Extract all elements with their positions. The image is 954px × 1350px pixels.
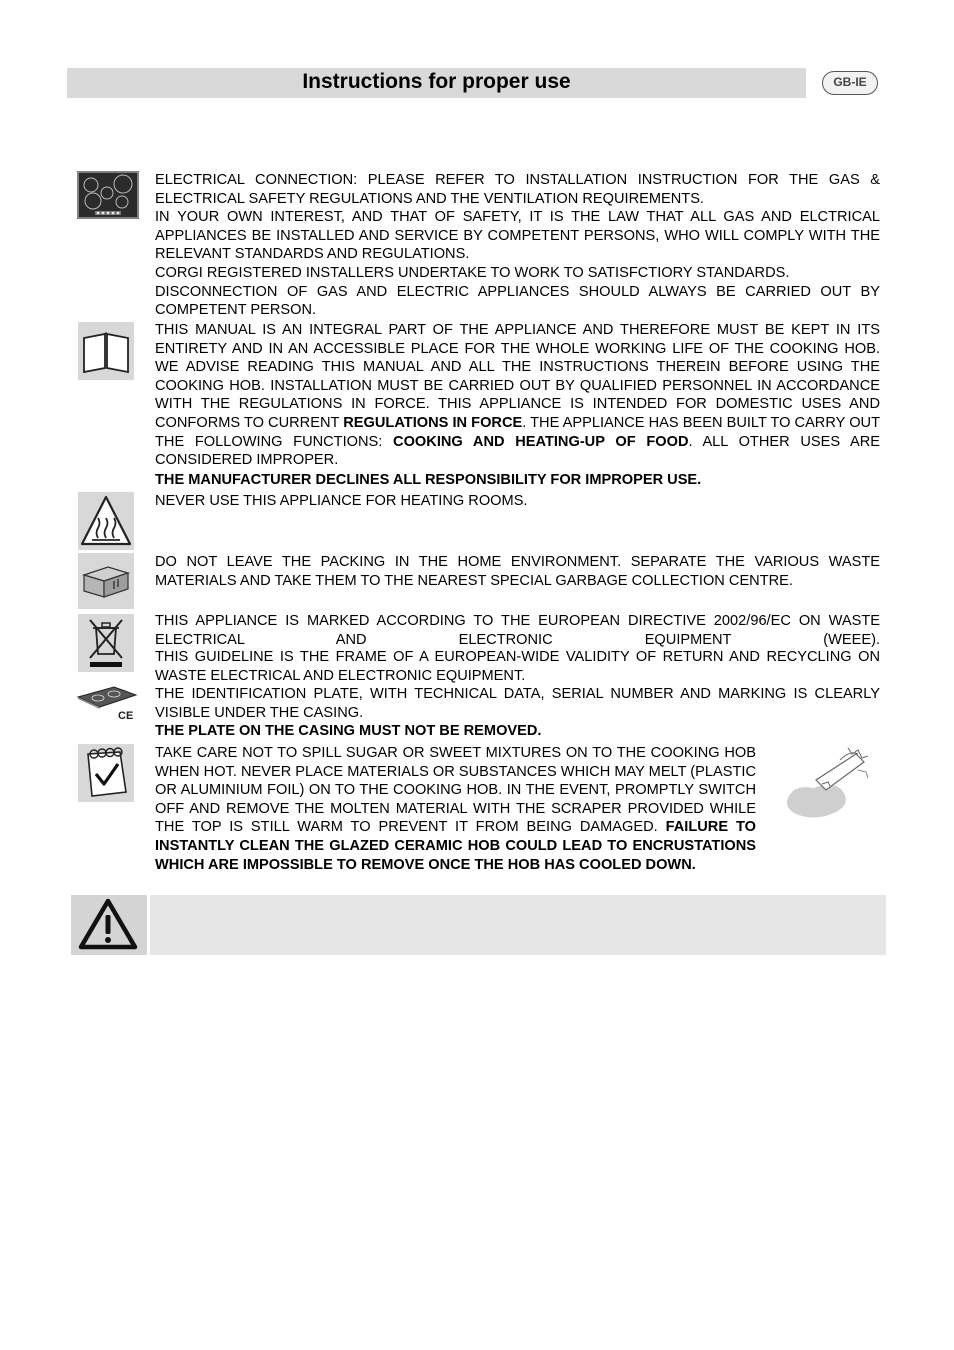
book-icon [78, 322, 134, 380]
bold-text: THE PLATE ON THE CASING MUST NOT BE REMOVED. [155, 723, 542, 740]
sugar-warning-section [155, 744, 756, 874]
manual-section [155, 321, 880, 489]
hob-icon [77, 171, 139, 219]
hot-surface-icon [78, 492, 134, 550]
paragraph: CORGI REGISTERED INSTALLERS UNDERTAKE TO WORK TO SATISFCTIORY STANDARDS. [155, 264, 790, 281]
paragraph: ELECTRICAL CONNECTION: PLEASE REFER TO INSTALLATION INSTRUCTION FOR THE GAS & ELECTRICAL SAFETY REGULATIONS AND THE VENTILATION REQUIREMENTS. [155, 172, 880, 207]
paragraph: THIS GUIDELINE IS THE FRAME OF A EUROPEAN-WIDE VALIDITY OF RETURN AND RECYCLING ON WASTE ELECTRICAL AND ELECTRONIC EQUIPMENT. [155, 649, 880, 684]
paragraph: DISCONNECTION OF GAS AND ELECTRIC APPLIANCES SHOULD ALWAYS BE CARRIED OUT BY COMPETENT PERSON. [155, 283, 880, 319]
divider [147, 895, 150, 955]
checklist-icon [78, 744, 134, 802]
bold-text: FAILURE TO INSTANTLY CLEAN THE GLAZED CERAMIC HOB COULD LEAD TO ENCRUSTATIONS WHICH ARE IMPOSSIBLE TO REMOVE ONCE THE HOB HAS COOLED DOWN. [155, 819, 756, 873]
page-title: Instructions for proper use [302, 70, 571, 93]
crossed-bin-icon [78, 614, 134, 672]
weee-section [155, 612, 880, 685]
identification-plate-section [155, 685, 880, 741]
warning-icon-cell [71, 895, 147, 955]
paragraph [155, 722, 880, 741]
heating-section [155, 492, 880, 511]
scraper-icon [778, 740, 874, 826]
text-run: THIS MANUAL IS AN INTEGRAL PART OF THE APPLIANCE AND THEREFORE MUST BE KEPT IN ITS ENTIRETY AND IN AN ACCESSIBLE PLACE FOR THE WHOLE WORKING LIFE OF THE COOKING HOB. WE ADVISE READING THIS MANUAL AND ALL THE INSTRUCTIONS THEREIN BEFORE USING THE COOKING HOB. INSTALLATION MUST BE CARRIED OUT BY QUALIFIED PERSONNEL IN ACCORDANCE WITH THE REGULATIONS IN FORCE. THIS APPLIANCE IS INTENDED FOR DOMESTIC USES AND CONFORMS TO CURRENT [155, 322, 880, 431]
language-badge: GB-IE [822, 71, 878, 95]
paragraph [155, 744, 756, 874]
packing-section [155, 553, 880, 590]
paragraph [155, 321, 880, 470]
packing-box-icon [78, 553, 134, 609]
paragraph: THIS APPLIANCE IS MARKED ACCORDING TO THE EUROPEAN DIRECTIVE 2002/96/EC ON WASTE ELECTRICAL AND ELECTRONIC EQUIPMENT (WEEE). [155, 613, 880, 648]
warning-triangle-icon [71, 895, 147, 955]
paragraph: THE IDENTIFICATION PLATE, WITH TECHNICAL DATA, SERIAL NUMBER AND MARKING IS CLEARLY VISIBLE UNDER THE CASING. [155, 686, 880, 721]
paragraph: DO NOT LEAVE THE PACKING IN THE HOME ENVIRONMENT. SEPARATE THE VARIOUS WASTE MATERIALS AND TAKE THEM TO THE NEAREST SPECIAL GARBAGE COLLECTION CENTRE. [155, 554, 880, 589]
paragraph: NEVER USE THIS APPLIANCE FOR HEATING ROOMS. [155, 493, 528, 509]
text-run: . ALL OTHER USES ARE CONSIDERED IMPROPER. [155, 433, 880, 469]
text-run: TAKE CARE NOT TO SPILL SUGAR OR SWEET MIXTURES ON TO THE COOKING HOB WHEN HOT. NEVER PLACE MATERIALS OR SUBSTANCES WHICH MAY MELT (PLASTIC OR ALUMINIUM FOIL) ON TO THE COOKING HOB. IN THE EVENT, PROMPTLY SWITCH OFF AND REMOVE THE MOLTEN MATERIAL WITH THE SCRAPER PROVIDED WHILE THE TOP IS STILL WARM TO PREVENT IT FROM BEING DAMAGED. [155, 745, 756, 836]
electrical-connection-section [155, 171, 880, 320]
ce-plate-icon [76, 683, 138, 723]
warning-box [71, 895, 886, 955]
text-run: . THE APPLIANCE HAS BEEN BUILT TO CARRY OUT THE FOLLOWING FUNCTIONS: [155, 414, 880, 450]
bold-text: THE MANUFACTURER DECLINES ALL RESPONSIBILITY FOR IMPROPER USE. [155, 471, 702, 488]
bold-text: REGULATIONS IN FORCE [343, 414, 523, 431]
svg-text:CE: CE [118, 710, 134, 722]
header-bar [67, 68, 806, 98]
paragraph: IN YOUR OWN INTEREST, AND THAT OF SAFETY, IT IS THE LAW THAT ALL GAS AND ELCTRICAL APPLIANCES BE INSTALLED AND SERVICE BY COMPETENT PERSONS, WHO WILL COMPLY WITH THE RELEVANT STANDARDS AND REGULATIONS. [155, 209, 880, 263]
bold-text: COOKING AND HEATING-UP OF FOOD [393, 433, 689, 450]
paragraph [155, 471, 880, 490]
